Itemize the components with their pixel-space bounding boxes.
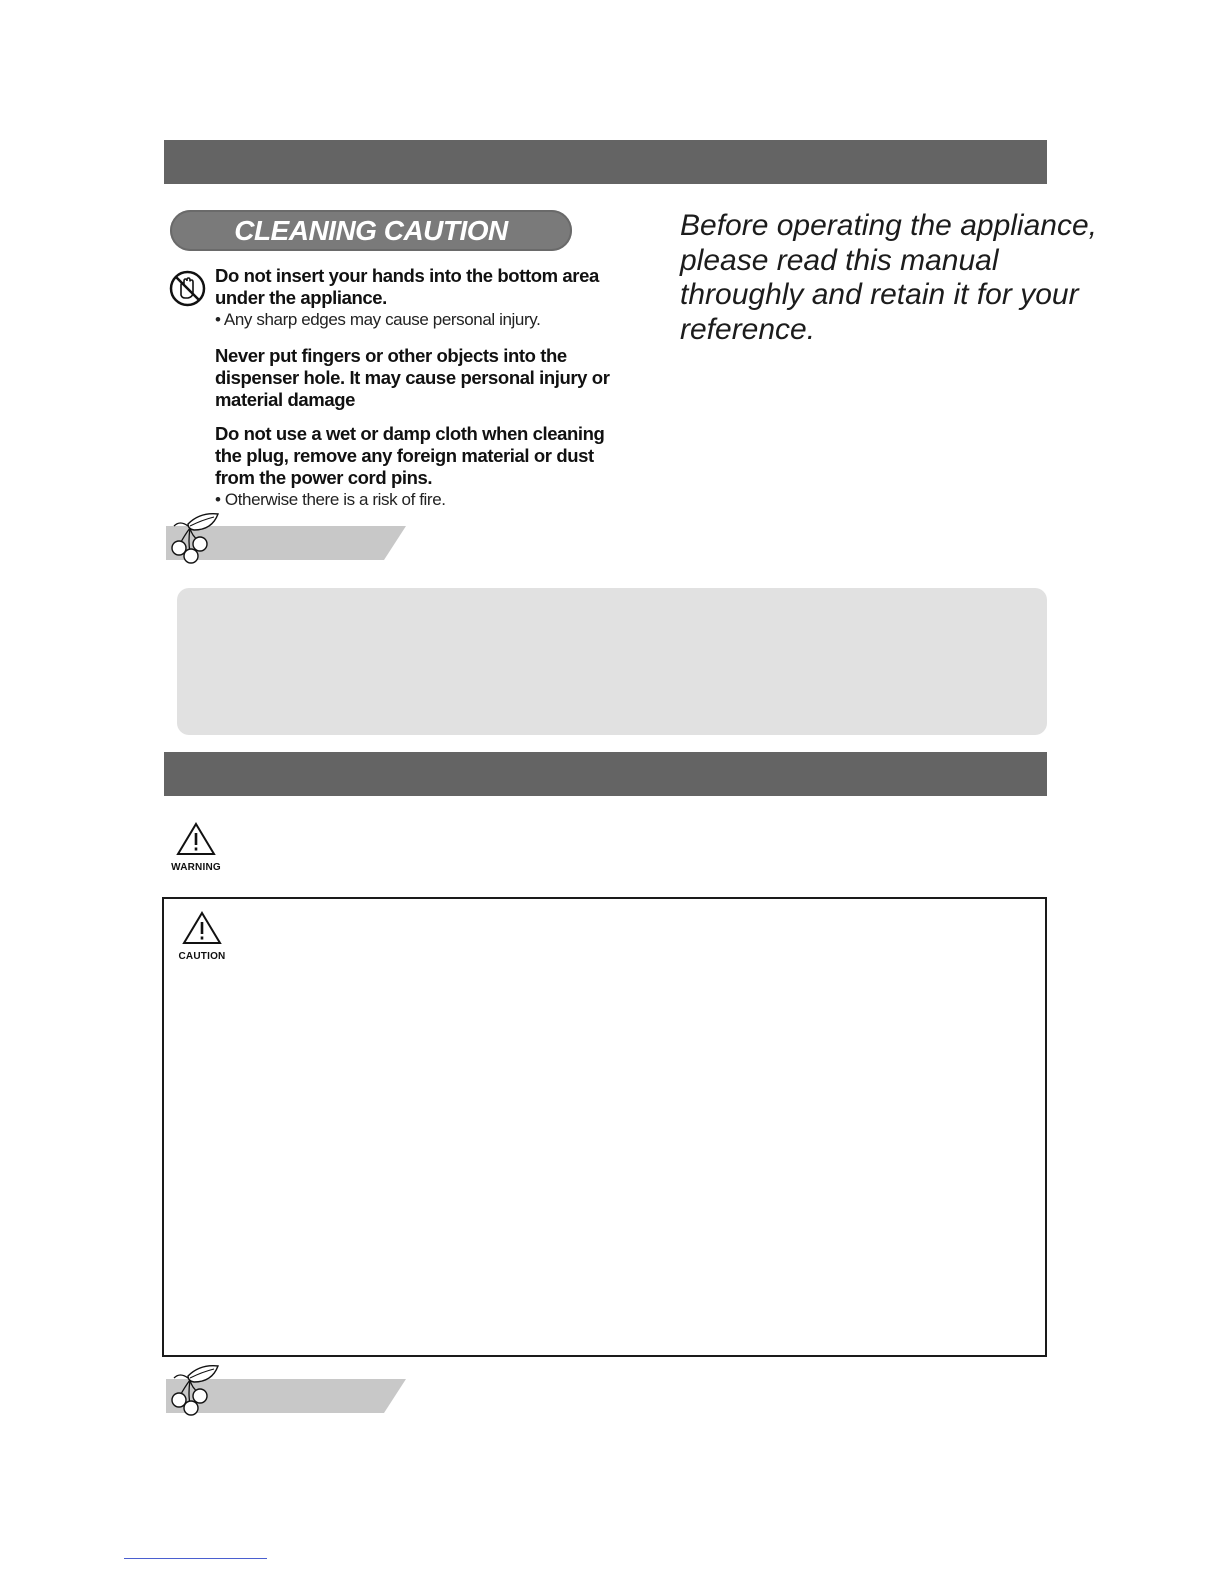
warning-sign (170, 822, 222, 872)
caution-item (215, 345, 610, 411)
caution-item-title: Do not use a wet or damp cloth when cleaning the plug, remove any foreign material or dust from the power cord pins. (215, 423, 605, 488)
warning-label: WARNING (171, 862, 221, 873)
warning-triangle-icon (176, 822, 216, 856)
note-box (177, 588, 1047, 735)
caution-item (215, 423, 610, 511)
caution-triangle-icon (182, 911, 222, 945)
caution-sign (176, 911, 228, 961)
cleaning-caution-list (215, 265, 610, 521)
caution-label: CAUTION (178, 951, 226, 962)
caution-item-note: • Otherwise there is a risk of fire. (215, 490, 446, 509)
caution-item-title: Do not insert your hands into the bottom area under the appliance. (215, 265, 599, 308)
caution-item (215, 265, 610, 331)
intro-text: Before operating the appliance, please read this manual throughly and retain it for your reference. (680, 209, 1097, 346)
caution-item-note: • Any sharp edges may cause personal injury. (215, 310, 541, 329)
cherry-icon (166, 1362, 222, 1420)
caution-framed-box (162, 897, 1047, 1357)
footer-link-underline (124, 1558, 267, 1559)
cherry-icon (166, 510, 222, 568)
caution-item-title: Never put fingers or other objects into the dispenser hole. It may cause personal injury or material damage (215, 345, 610, 410)
cleaning-caution-heading: CLEANING CAUTION (170, 210, 572, 251)
section-header-bar-middle (164, 752, 1047, 796)
no-hands-icon (169, 270, 206, 307)
section-header-bar-top (164, 140, 1047, 184)
